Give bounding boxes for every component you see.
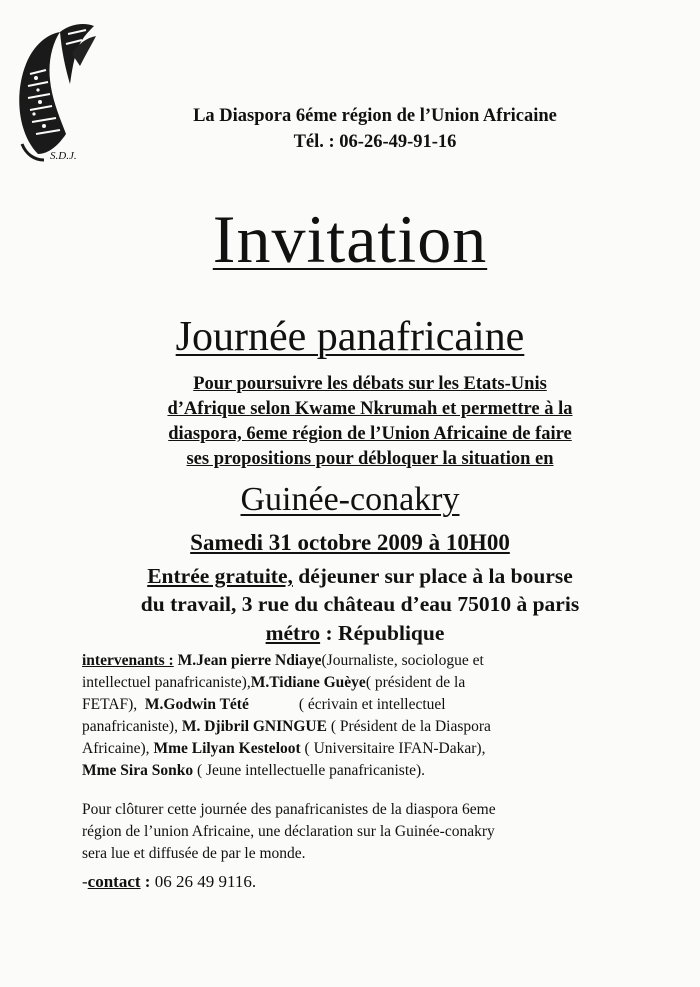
event-purpose bbox=[70, 372, 670, 472]
organization-name: La Diaspora 6éme région de l’Union Africaine bbox=[193, 106, 557, 126]
speakers-label: intervenants : bbox=[82, 652, 174, 669]
free-entry: Entrée gratuite, bbox=[147, 564, 293, 588]
speakers-list: intervenants : M.Jean pierre Ndiaye(Journaliste, sociologue et intellectuel panafricaniste),M.Tidiane Guèye( président de la FETAF), M.Godwin Tété ( écrivain et intellectuel panafricaniste), M. Djibril GNINGUE ( Président de la Diaspora Africaine), Mme Lilyan Kesteloot ( Universitaire IFAN-Dakar), Mme Sira Sonko ( Jeune intellectuelle panafricaniste). bbox=[82, 652, 491, 779]
event-subtitle: Journée panafricaine bbox=[175, 314, 525, 360]
metro-label: métro bbox=[265, 621, 321, 645]
contact-label: contact bbox=[87, 872, 141, 891]
speaker-name: M. Djibril GNINGUE bbox=[177, 718, 327, 735]
contact-info: -contact : 06 26 49 9116. bbox=[82, 872, 257, 891]
speaker-name: Mme Sira Sonko bbox=[82, 762, 194, 779]
purpose-line: Pour poursuivre les débats sur les Etats-Unis bbox=[193, 374, 547, 394]
purpose-line: d’Afrique selon Kwame Nkrumah et permettre à la bbox=[167, 399, 573, 419]
speaker-name: Mme Lilyan Kesteloot bbox=[149, 740, 301, 757]
country-heading: Guinée-conakry bbox=[240, 481, 460, 518]
organization-phone: Tél. : 06-26-49-91-16 bbox=[293, 132, 457, 152]
closing-line: région de l’union Africaine, une déclaration sur la Guinée-conakry bbox=[82, 823, 495, 840]
logo-text: S.D.J. bbox=[50, 150, 77, 162]
page-title: Invitation bbox=[212, 201, 488, 277]
contact-phone: 06 26 49 9116. bbox=[154, 872, 257, 891]
speaker-name: M.Jean pierre Ndiaye bbox=[173, 652, 322, 669]
speaker-name: M.Tidiane Guèye bbox=[250, 674, 366, 691]
purpose-line: diaspora, 6eme région de l’Union Africaine de faire bbox=[168, 424, 572, 444]
sdj-logo bbox=[8, 14, 104, 164]
closing-paragraph bbox=[82, 799, 642, 865]
metro-info: métro : République bbox=[265, 621, 445, 645]
closing-line: Pour clôturer cette journée des panafricanistes de la diaspora 6eme bbox=[82, 801, 496, 818]
event-venue: Entrée gratuite, déjeuner sur place à la bourse du travail, 3 rue du château d’eau 75010 à paris bbox=[140, 564, 580, 616]
sdj-logo-icon bbox=[8, 14, 104, 164]
purpose-line: ses propositions pour débloquer la situation en bbox=[186, 449, 554, 469]
closing-line: sera lue et diffusée de par le monde. bbox=[82, 845, 306, 862]
metro-station: République bbox=[338, 621, 445, 645]
speaker-name: M.Godwin Tété bbox=[144, 696, 249, 713]
event-date: Samedi 31 octobre 2009 à 10H00 bbox=[190, 530, 510, 555]
